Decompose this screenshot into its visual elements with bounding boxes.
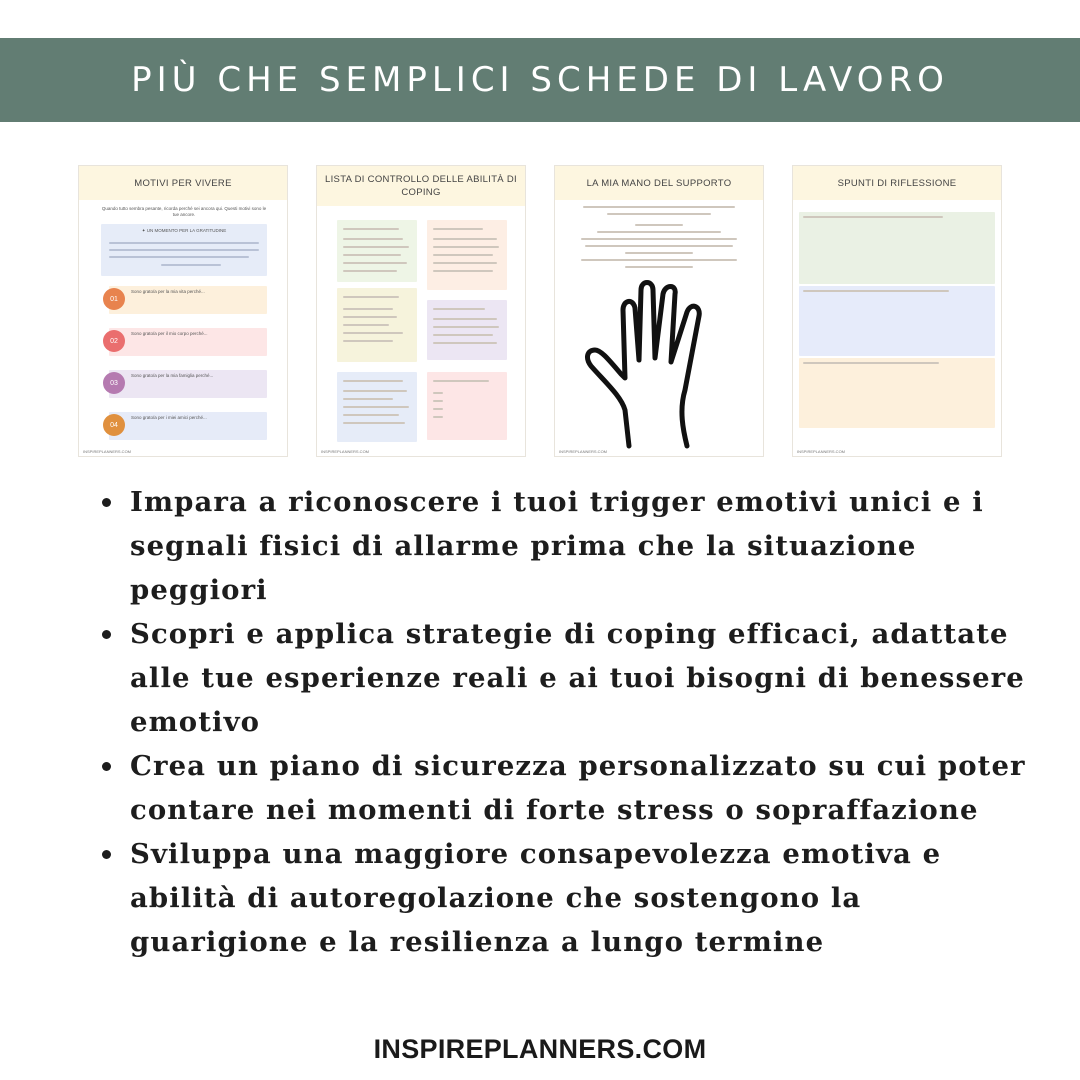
checklist-box [427,372,507,440]
reason-text: Sono grato/a per la mia vita perché... [131,289,205,294]
header-banner [0,38,1080,122]
gratitude-box [101,224,267,276]
worksheet-preview-reasons [79,166,287,456]
checklist-box [427,300,507,360]
worksheet-previews [79,166,1001,458]
benefit-text: Sviluppa una maggiore consapevolezza emotiva e abilità di autoregolazione che sostengono la guarigione e la resilienza a lungo termine [130,838,942,958]
reason-number: 03 [103,372,125,394]
benefit-item [100,612,1030,744]
reflection-box [799,212,995,284]
sheet-title: LISTA DI CONTROLLO DELLE ABILITÀ DI COPING [325,174,517,198]
bullet-icon [102,850,111,859]
checklist-box [427,220,507,290]
sheet-title: MOTIVI PER VIVERE [134,177,232,189]
bullet-icon [102,498,111,507]
worksheet-preview-support-hand [555,166,763,456]
checklist-box [337,288,417,362]
reason-text: Sono grato/a per il mio corpo perché... [131,331,208,336]
reflection-box [799,358,995,428]
benefit-text: Scopri e applica strategie di coping efficaci, adattate alle tue esperienze reali e ai tuoi bisogni di benessere emotivo [130,618,1025,738]
reason-row [109,370,267,398]
checklist-box [337,372,417,442]
reason-number: 04 [103,414,125,436]
bullet-icon [102,630,111,639]
bullet-icon [102,762,111,771]
sheet-footer: INSPIREPLANNERS.COM [559,449,608,454]
checklist-box [337,220,417,282]
reason-row [109,286,267,314]
sheet-title: SPUNTI DI RIFLESSIONE [837,177,957,189]
benefit-item [100,832,1030,964]
reason-row [109,328,267,356]
worksheet-preview-reflection [793,166,1001,456]
reason-row [109,412,267,440]
sheet-footer: INSPIREPLANNERS.COM [797,449,846,454]
sheet-header [555,166,763,200]
site-footer: INSPIREPLANNERS.COM [373,1034,707,1064]
sheet-title: LA MIA MANO DEL SUPPORTO [586,177,732,189]
benefit-item [100,480,1030,612]
sheet-footer: INSPIREPLANNERS.COM [83,449,132,454]
reason-text: Sono grato/a per la mia famiglia perché... [131,373,214,378]
gratitude-title: ✦ UN MOMENTO PER LA GRATITUDINE [141,228,227,233]
worksheet-preview-coping-checklist [317,166,525,456]
benefit-item [100,744,1030,832]
sheet-header [317,166,525,206]
sheet-header [793,166,1001,200]
benefit-text: Impara a riconoscere i tuoi trigger emotivi unici e i segnali fisici di allarme prima che la situazione peggiori [130,486,984,606]
reflection-box [799,286,995,356]
sheet-footer: INSPIREPLANNERS.COM [321,449,370,454]
reason-text: Sono grato/a per i miei amici perché... [131,415,207,420]
hand-outline-icon [583,270,733,450]
benefit-list [100,480,1030,964]
reason-number: 01 [103,288,125,310]
banner-title: PIÙ CHE SEMPLICI SCHEDE DI LAVORO [131,60,949,100]
reason-number: 02 [103,330,125,352]
sheet-header [79,166,287,200]
benefit-text: Crea un piano di sicurezza personalizzato su cui poter contare nei momenti di forte stress o sopraffazione [130,750,1026,826]
sheet-intro: Quando tutto sembra pesante, ricorda perché sei ancora qui. Questi motivi sono le tue ancore. [101,206,267,217]
